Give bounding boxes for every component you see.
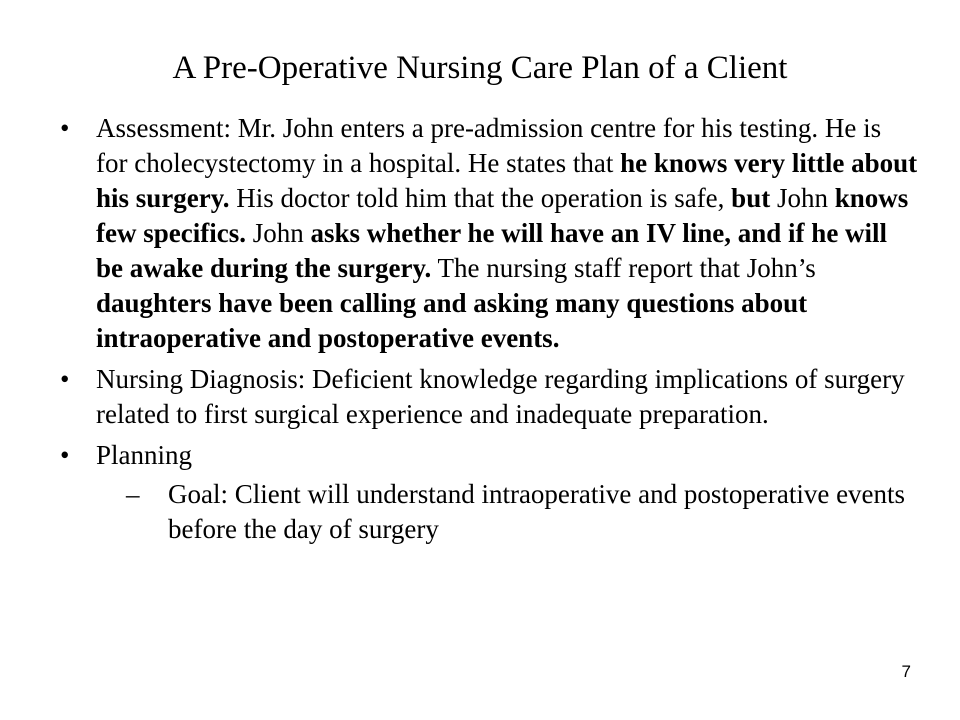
assessment-segment: The nursing staff report that John’s (431, 253, 816, 283)
bullet-list (48, 111, 918, 553)
dash-icon: – (126, 479, 140, 509)
bullet-assessment (48, 111, 918, 356)
assessment-segment-bold: asks whether he will have an IV line, and if he will be awake during the surgery. (96, 218, 888, 283)
page-number: 7 (901, 662, 911, 681)
assessment-segment-bold: daughters have been calling and asking many questions about intraoperative and postoperative events. (96, 288, 808, 353)
bullet-icon: • (60, 113, 70, 143)
assessment-segment: His doctor told him that the operation is safe, (229, 183, 732, 213)
assessment-segment: John (245, 218, 311, 248)
assessment-segment: John (770, 183, 835, 213)
goal-item (126, 477, 918, 547)
goal-text: Goal: Client will understand intraoperative and postoperative events before the day of surgery (168, 479, 906, 544)
assessment-segment-bold: but (731, 183, 771, 213)
planning-sublist (96, 477, 918, 547)
bullet-icon: • (60, 440, 70, 470)
slide-title: A Pre-Operative Nursing Care Plan of a Client (172, 50, 788, 86)
assessment-text (96, 113, 917, 353)
assessment-segment-bold: he knows very little about his surgery. (96, 148, 918, 213)
bullet-planning (48, 438, 918, 547)
assessment-segment: Assessment: Mr. John enters a pre-admission centre for his testing. He is for cholecystectomy in a hospital. He states that (96, 113, 882, 178)
diagnosis-text: Nursing Diagnosis: Deficient knowledge regarding implications of surgery related to first surgical experience and inadequate preparation. (96, 364, 905, 429)
planning-text: Planning (96, 440, 193, 470)
bullet-diagnosis (48, 362, 918, 432)
assessment-segment-bold: knows few specifics. (96, 183, 909, 248)
bullet-icon: • (60, 364, 70, 394)
